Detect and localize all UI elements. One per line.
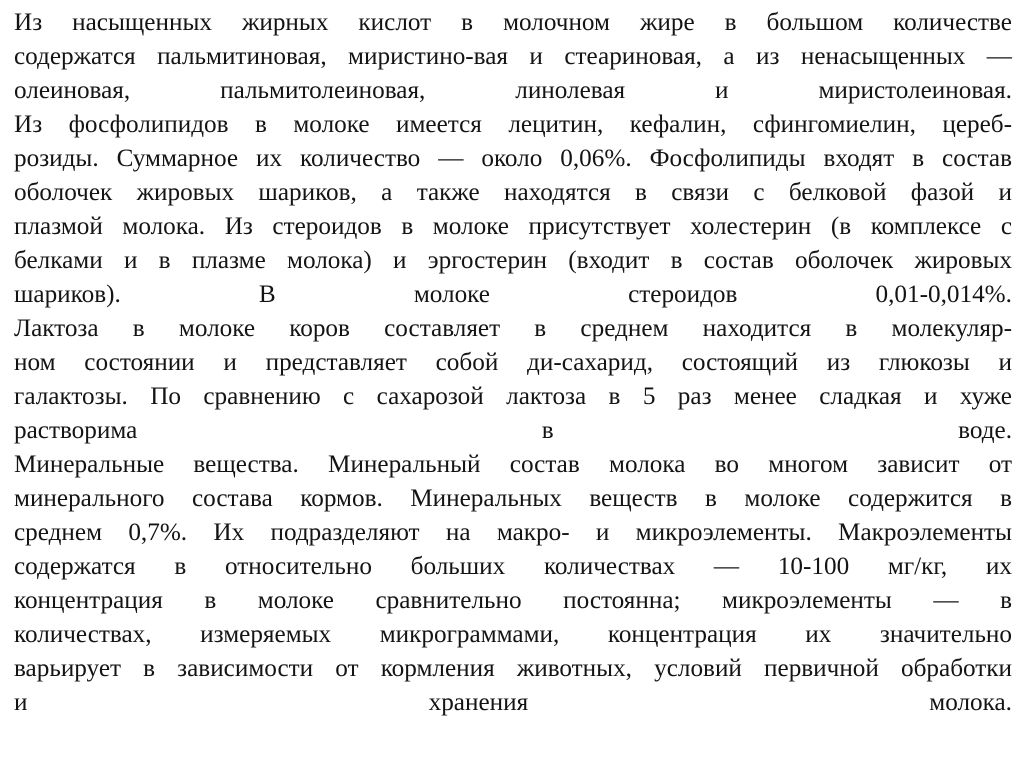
word: олеиновая,: [14, 77, 131, 104]
text-line: концентрация в молоке сравнительно постоянна; микроэлементы — в: [14, 587, 1012, 614]
document-page: [14, 6, 1012, 720]
word: хранения: [428, 689, 529, 716]
text-line: оболочек жировых шариков, а также находятся в связи с белковой фазой и: [14, 179, 1012, 206]
text-line: Из насыщенных жирных кислот в молочном жире в большом количестве: [14, 9, 1012, 36]
word: и: [14, 689, 28, 716]
text-line: Минеральные вещества. Минеральный состав молока во многом зависит от: [14, 451, 1012, 478]
word: шариков).: [14, 281, 121, 308]
word: пальмитолеиновая,: [220, 77, 426, 104]
text-line: белками и в плазме молока) и эргостерин (входит в состав оболочек жировых: [14, 247, 1012, 274]
word: растворима: [14, 417, 138, 444]
text-line: содержатся в относительно больших количествах — 10-100 мг/кг, их: [14, 553, 1012, 580]
text-line: [14, 686, 1012, 720]
text-line: количествах, измеряемых микрограммами, концентрация их значительно: [14, 621, 1012, 648]
text-line: содержатся пальмитиновая, миристино-вая и стеариновая, а из ненасыщенных —: [14, 43, 1012, 70]
text-line: среднем 0,7%. Их подразделяют на макро- и микроэлементы. Макроэлементы: [14, 519, 1012, 546]
word: миристолеиновая.: [818, 77, 1012, 104]
word: стероидов: [628, 281, 738, 308]
text-line: Лактоза в молоке коров составляет в среднем находится в молекуляр-: [14, 315, 1012, 342]
word: линолевая: [515, 77, 626, 104]
word: В: [258, 281, 276, 308]
text-line: [14, 414, 1012, 448]
text-line: розиды. Суммарное их количество — около 0,06%. Фосфолипиды входят в состав: [14, 145, 1012, 172]
word: 0,01-0,014%.: [875, 281, 1012, 308]
word: молока.: [929, 689, 1012, 716]
word: молоке: [413, 281, 490, 308]
word: и: [715, 77, 729, 104]
text-line: ном состоянии и представляет собой ди-сахарид, состоящий из глюкозы и: [14, 349, 1012, 376]
word: воде.: [958, 417, 1012, 444]
text-line: галактозы. По сравнению с сахарозой лактоза в 5 раз менее сладкая и хуже: [14, 383, 1012, 410]
text-line: [14, 278, 1012, 312]
text-line: минерального состава кормов. Минеральных веществ в молоке содержится в: [14, 485, 1012, 512]
text-line: варьирует в зависимости от кормления животных, условий первичной обработки: [14, 655, 1012, 682]
word: в: [541, 417, 554, 444]
text-line: Из фосфолипидов в молоке имеется лецитин, кефалин, сфингомиелин, цереб-: [14, 111, 1012, 138]
text-line: [14, 74, 1012, 108]
text-line: плазмой молока. Из стероидов в молоке присутствует холестерин (в комплексе с: [14, 213, 1012, 240]
